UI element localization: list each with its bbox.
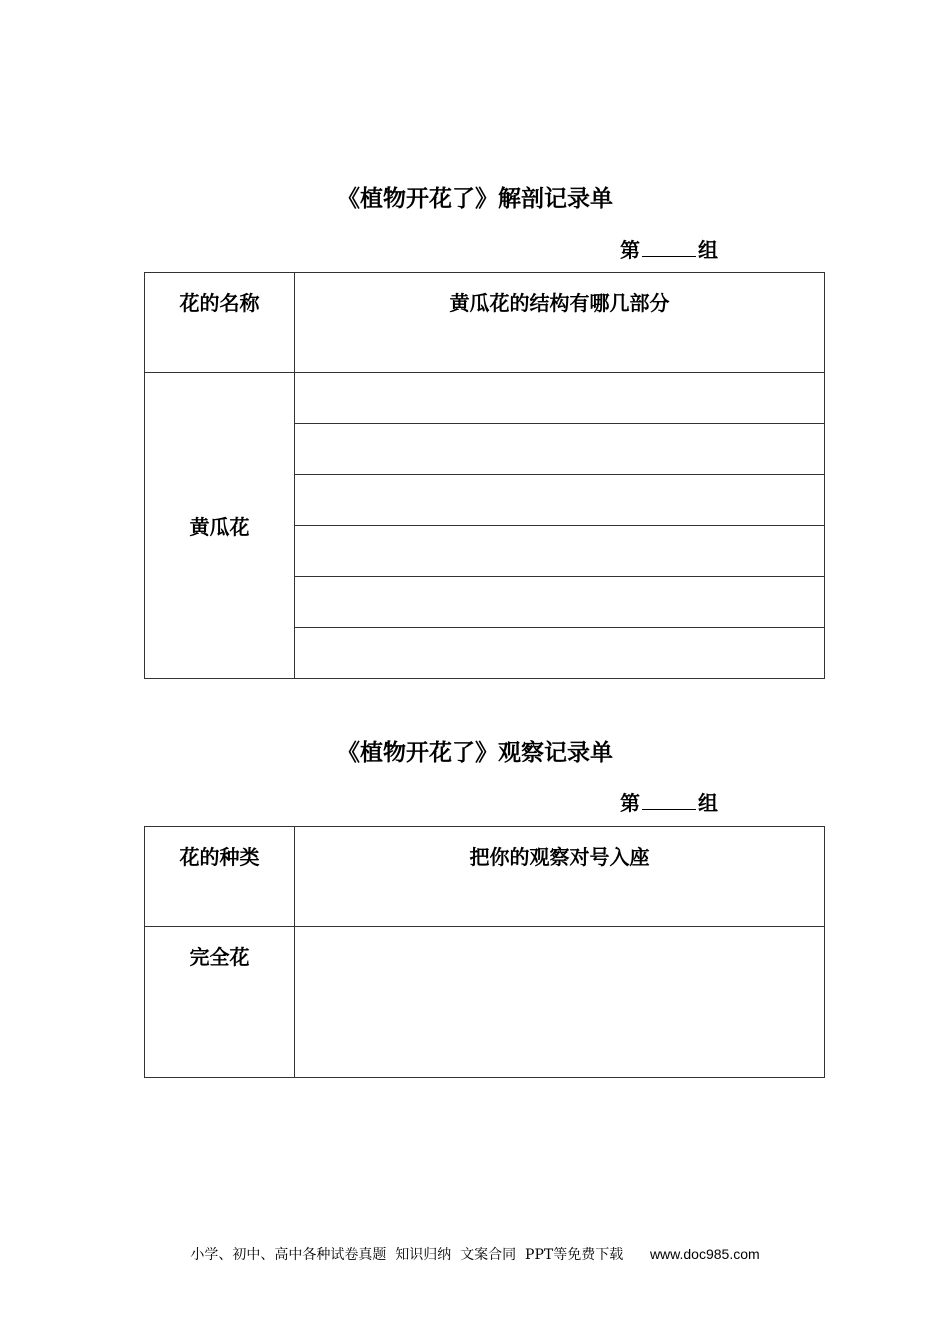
answer-cell[interactable]	[295, 373, 825, 424]
dissection-sheet-title: 《植物开花了》解剖记录单	[337, 186, 613, 212]
observation-header: 把你的观察对号入座	[295, 827, 825, 927]
group-number-blank[interactable]	[642, 809, 696, 810]
complete-flower-label: 完全花	[145, 927, 295, 1078]
observation-sheet-title: 《植物开花了》观察记录单	[337, 740, 613, 766]
answer-cell[interactable]	[295, 475, 825, 526]
footer-text: 小学、初中、高中各种试卷真题 知识归纳 文案合同 PPT等免费下载	[190, 1247, 624, 1263]
dissection-record-table	[144, 272, 825, 679]
table-header-row	[145, 273, 825, 373]
flower-type-header: 花的种类	[145, 827, 295, 927]
answer-cell[interactable]	[295, 424, 825, 475]
table-row	[145, 373, 825, 424]
group-number-line	[620, 790, 718, 816]
answer-cell[interactable]	[295, 628, 825, 679]
group-number-blank[interactable]	[642, 256, 696, 257]
answer-cell[interactable]	[295, 526, 825, 577]
group-prefix: 第	[620, 238, 640, 262]
group-prefix: 第	[620, 791, 640, 815]
answer-cell[interactable]	[295, 927, 825, 1078]
answer-cell[interactable]	[295, 577, 825, 628]
flower-name-header: 花的名称	[145, 273, 295, 373]
group-suffix: 组	[698, 238, 718, 262]
group-suffix: 组	[698, 791, 718, 815]
page-footer	[0, 1244, 950, 1265]
observation-record-table	[144, 826, 825, 1078]
group-number-line	[620, 237, 718, 263]
footer-url[interactable]: www.doc985.com	[649, 1246, 760, 1262]
structure-header: 黄瓜花的结构有哪几部分	[295, 273, 825, 373]
table-row	[145, 927, 825, 1078]
table-header-row	[145, 827, 825, 927]
cucumber-flower-label: 黄瓜花	[145, 373, 295, 679]
